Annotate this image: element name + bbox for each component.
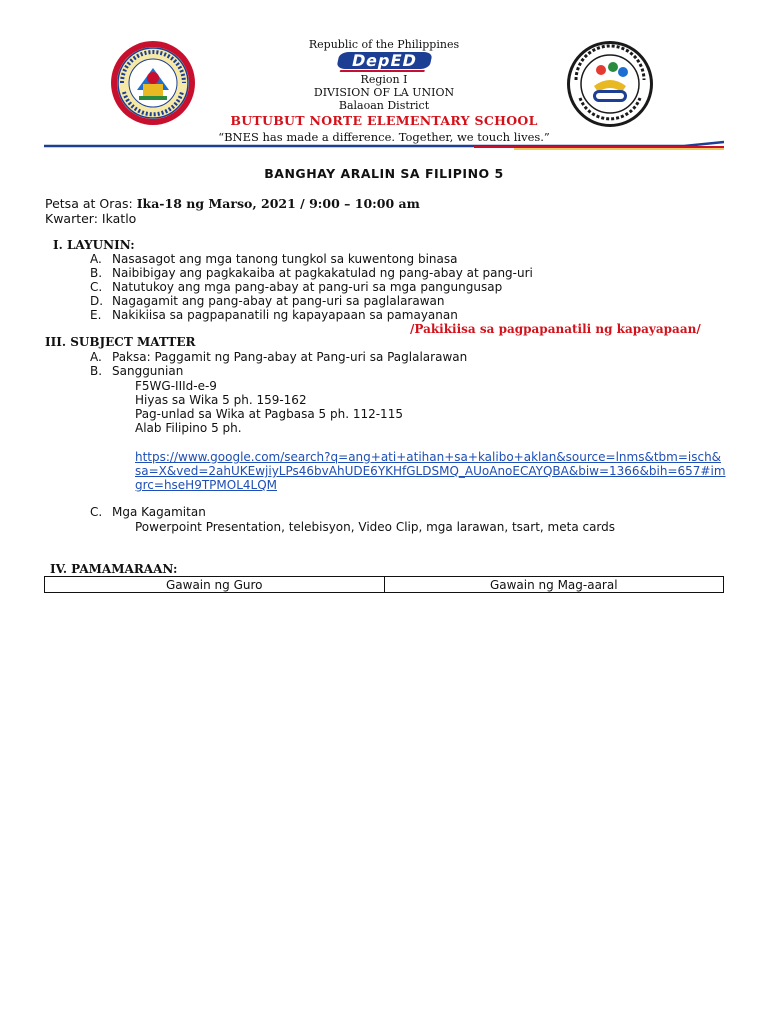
- list-item: E. Nakikiisa sa pagpapanatili ng kapayapaan sa pamayanan: [90, 308, 458, 322]
- region-line: Region I: [360, 73, 408, 86]
- list-item: B. Naibibigay ang pagkakaiba at pagkakatulad ng pang-abay at pang-uri: [90, 266, 533, 280]
- column-student: Gawain ng Mag-aaral: [384, 577, 724, 593]
- reference-list: [135, 379, 403, 435]
- deped-logo-icon: DepED: [336, 52, 432, 69]
- list-item: C. Natutukoy ang mga pang-abay at pang-uri sa mga pangungusap: [90, 280, 503, 294]
- quarter-value: Ikatlo: [101, 211, 137, 226]
- butubut-norte-school-seal-icon: [566, 40, 654, 128]
- subject-matter-list: [90, 350, 467, 378]
- sanggunian-text: Sanggunian: [112, 364, 184, 378]
- reference-item: Hiyas sa Wika 5 ph. 159-162: [135, 393, 307, 407]
- values-integration-tag: /Pakikiisa sa pagpapanatili ng kapayapaan/: [410, 322, 701, 336]
- column-teacher: Gawain ng Guro: [45, 577, 385, 593]
- page-title: BANGHAY ARALIN SA FILIPINO 5: [264, 166, 504, 181]
- division-line: DIVISION OF LA UNION: [313, 86, 455, 99]
- pamamaraan-heading: IV. PAMAMARAAN:: [50, 562, 178, 576]
- district-line: Balaoan District: [338, 99, 430, 112]
- republic-line: Republic of the Philippines: [308, 38, 460, 51]
- school-motto: “BNES has made a difference. Together, we touch lives.”: [218, 130, 550, 144]
- reference-item: Alab Filipino 5 ph.: [135, 421, 242, 435]
- list-item: D. Nagagamit ang pang-abay at pang-uri sa paglalarawan: [90, 294, 445, 308]
- lesson-meta: [45, 196, 420, 226]
- list-item: A. Paksa: Paggamit ng Pang-abay at Pang-uri sa Paglalarawan: [90, 350, 468, 364]
- kagamitan-value: Powerpoint Presentation, telebisyon, Video Clip, mga larawan, tsart, meta cards: [135, 520, 616, 534]
- quarter-label: Kwarter:: [45, 211, 102, 226]
- paksa-text: Paksa: Paggamit ng Pang-abay at Pang-uri sa Paglalarawan: [112, 350, 468, 364]
- subject-matter-heading: III. SUBJECT MATTER: [45, 335, 196, 349]
- list-item: C. Mga Kagamitan: [90, 505, 206, 519]
- reference-item: F5WG-IIId-e-9: [135, 379, 217, 393]
- reference-link[interactable]: https://www.google.com/search?q=ang+ati+atihan+sa+kalibo+aklan&source=lnms&tbm=isch&sa=X&ved=2ahUKEwjiyLPs46bvAhUDE6YKHfGLDSMQ_AUoAnoECAYQBA&biw=1366&bih=657#imgrc=hseH9TPMOL4LQM: [135, 450, 726, 492]
- list-item: B. Sanggunian: [90, 364, 184, 378]
- reference-item: Pag-unlad sa Wika at Pagbasa 5 ph. 112-115: [135, 407, 403, 421]
- date-label: Petsa at Oras:: [45, 196, 137, 211]
- layunin-list: [90, 252, 533, 322]
- school-name: BUTUBUT NORTE ELEMENTARY SCHOOL: [230, 113, 538, 128]
- procedure-table: [44, 576, 724, 593]
- header-divider: [44, 140, 724, 150]
- layunin-heading: I. LAYUNIN:: [53, 238, 135, 252]
- table-header-row: [45, 577, 724, 593]
- list-item: A. Nasasagot ang mga tanong tungkol sa kuwentong binasa: [90, 252, 458, 266]
- kagamitan-text: Mga Kagamitan: [112, 505, 206, 519]
- date-value: Ika-18 ng Marso, 2021 / 9:00 – 10:00 am: [136, 196, 420, 211]
